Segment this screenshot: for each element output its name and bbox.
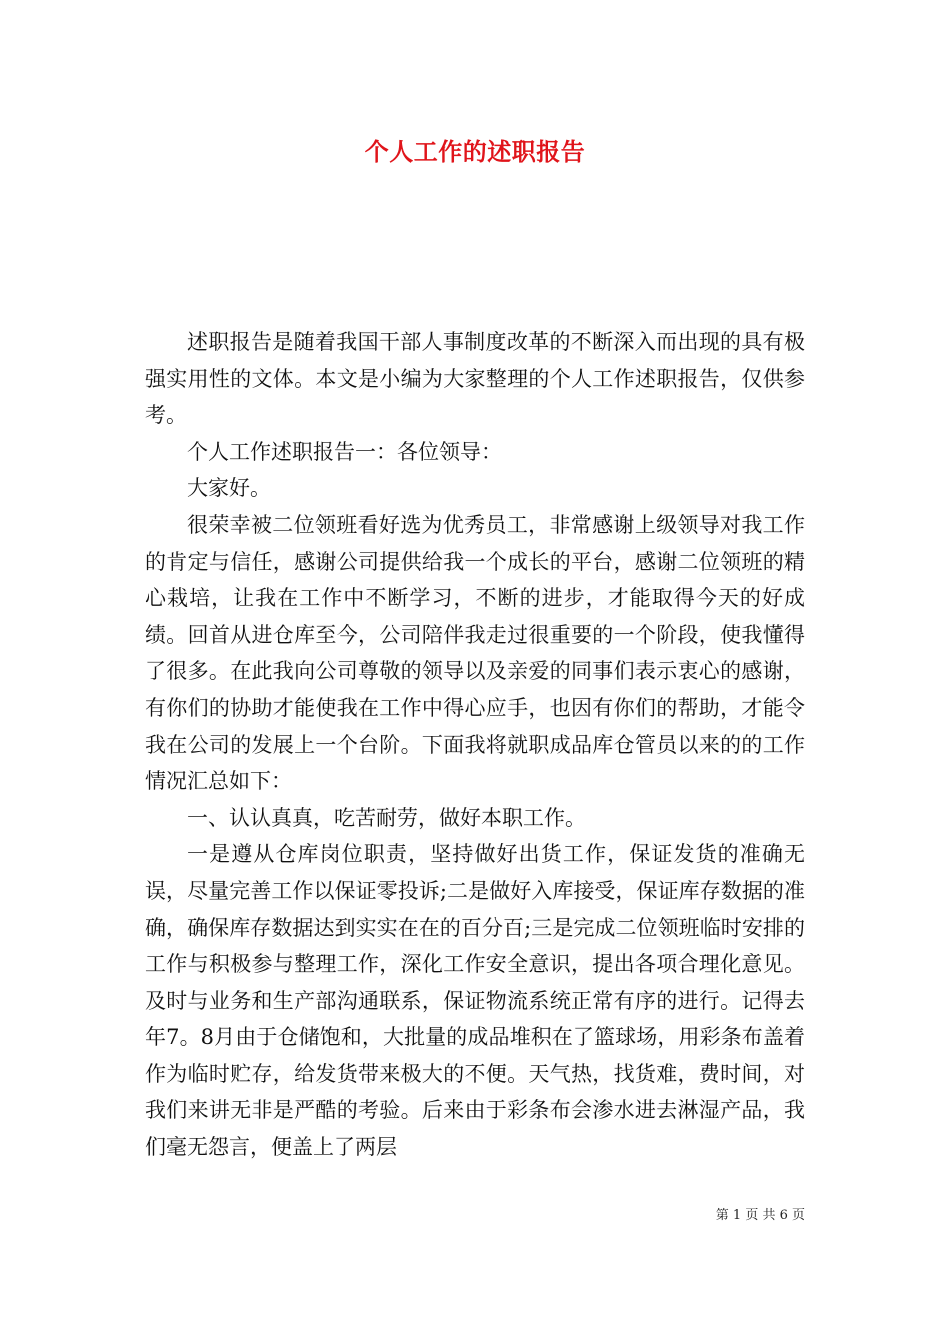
paragraph-duties: 一是遵从仓库岗位职责，坚持做好出货工作，保证发货的准确无误，尽量完善工作以保证零投诉;二是做好入库接受，保证库存数据的准确，确保库存数据达到实实在在的百分百;三是完成二位领班临时安排的工作与积极参与整理工作，深化工作安全意识，提出各项合理化意见。及时与业务和生产部沟通联系，保证物流系统正常有序的进行。记得去年7。8月由于仓储饱和，大批量的成品堆积在了篮球场，用彩条布盖着作为临时贮存，给发货带来极大的不便。天气热，找货难，费时间，对我们来讲无非是严酷的考验。后来由于彩条布会渗水进去淋湿产品，我们毫无怨言，便盖上了两层 [145, 842, 805, 1160]
paragraph-thanks: 很荣幸被二位领班看好选为优秀员工，非常感谢上级领导对我工作的肯定与信任，感谢公司提供给我一个成长的平台，感谢二位领班的精心栽培，让我在工作中不断学习，不断的进步，才能取得今天的好成绩。回首从进仓库至今，公司陪伴我走过很重要的一个阶段，使我懂得了很多。在此我向公司尊敬的领导以及亲爱的同事们表示衷心的感谢，有你们的协助才能使我在工作中得心应手，也因有你们的帮助，才能令我在公司的发展上一个台阶。下面我将就职成品库仓管员以来的的工作情况汇总如下： [145, 512, 805, 794]
paragraph-greeting: 大家好。 [187, 476, 271, 501]
paragraph-intro: 述职报告是随着我国干部人事制度改革的不断深入而出现的具有极强实用性的文体。本文是小编为大家整理的个人工作述职报告，仅供参考。 [145, 330, 805, 428]
page-footer: 第 1 页 共 6 页 [715, 1208, 805, 1223]
document-title: 个人工作的述职报告 [364, 137, 586, 166]
document-body [145, 324, 805, 1166]
paragraph-salutation: 个人工作述职报告一：各位领导： [187, 439, 502, 464]
paragraph-section-heading: 一、认认真真，吃苦耐劳，做好本职工作。 [187, 805, 586, 830]
